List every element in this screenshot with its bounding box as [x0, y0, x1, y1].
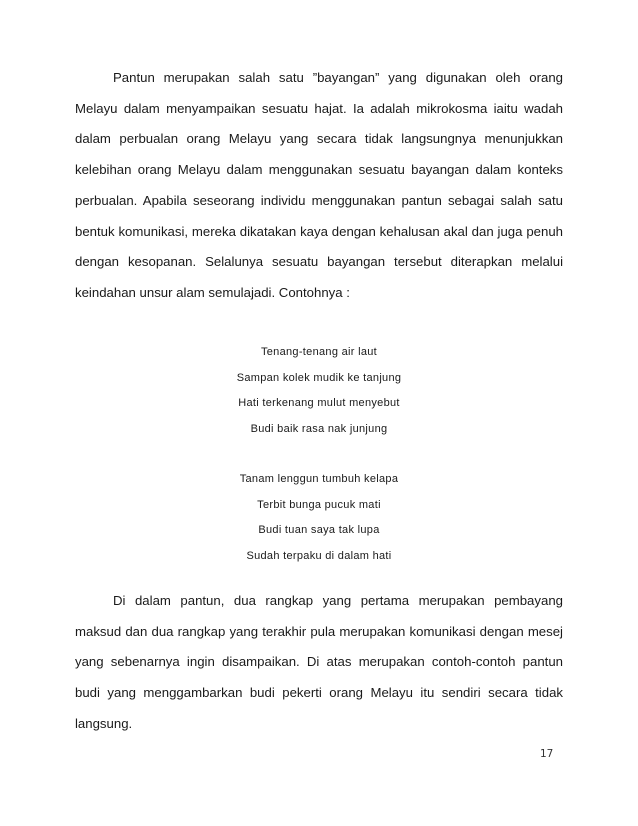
pantun-line: Tenang-tenang air laut — [260, 346, 378, 358]
pantun-line: Sampan kolek mudik ke tanjung — [236, 371, 402, 384]
pantun-stanza-1 — [75, 340, 563, 443]
pantun-line: Tanam lenggun tumbuh kelapa — [239, 473, 399, 485]
pantun-line: Budi baik rasa nak junjung — [250, 423, 388, 436]
page-number: 17 — [540, 748, 554, 760]
pantun-line: Budi tuan saya tak lupa — [258, 524, 380, 537]
pantun-line: Hati terkenang mulut menyebut — [238, 397, 400, 410]
intro-paragraph: Pantun merupakan salah satu ”bayangan” yang digunakan oleh orang Melayu dalam menyampaikan sesuatu hajat. Ia adalah mikrokosma iaitu wadah dalam perbualan orang Melayu yang secara tidak langsungnya menunjukkan kelebihan orang Melayu dalam menggunakan sesuatu bayangan dalam konteks perbualan. Apabila seseorang individu menggunakan pantun sebagai salah satu bentuk komunikasi, mereka dikatakan kaya dengan kehalusan akal dan juga penuh dengan kesopanan. Selalunya sesuatu bayangan tersebut diterapkan melalui keindahan unsur alam semulajadi. Contohnya : — [75, 70, 563, 300]
conclusion-paragraph: Di dalam pantun, dua rangkap yang pertama merupakan pembayang maksud dan dua rangkap yang terakhir pula merupakan komunikasi dengan mesej yang sebenarnya ingin disampaikan. Di atas merupakan contoh-contoh pantun budi yang menggambarkan budi pekerti orang Melayu itu sendiri secara tidak langsung. — [75, 593, 563, 731]
pantun-line: Sudah terpaku di dalam hati — [246, 550, 392, 563]
pantun-stanza-2 — [75, 467, 563, 570]
pantun-line: Terbit bunga pucuk mati — [257, 498, 381, 511]
